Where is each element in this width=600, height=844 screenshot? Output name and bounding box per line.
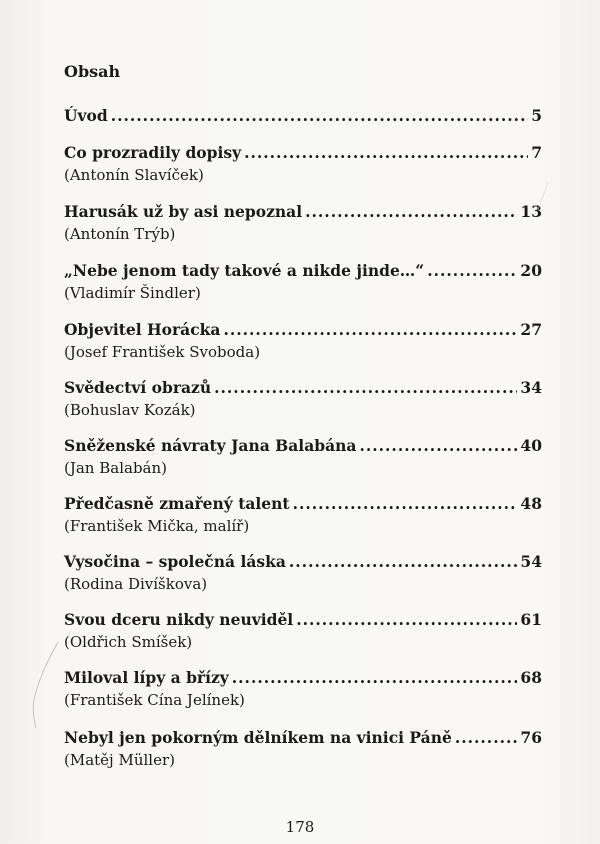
dot-leader	[455, 728, 518, 748]
dot-leader	[289, 552, 518, 572]
dot-leader	[427, 261, 517, 281]
toc-entry	[64, 106, 542, 126]
toc-entry	[64, 668, 542, 710]
toc-entry-title: Předčasně zmařený talent	[64, 494, 290, 513]
toc-entry-line	[64, 610, 542, 630]
toc-entry-author: (Antonín Slavíček)	[64, 166, 204, 184]
dot-leader	[214, 378, 517, 398]
toc-entry-line	[64, 436, 542, 456]
toc-entry-author: (Oldřich Smíšek)	[64, 633, 193, 651]
toc-entry-title: Objevitel Horácka	[64, 320, 221, 339]
toc-entry-page: 5	[531, 106, 542, 125]
toc-entry	[64, 378, 542, 420]
toc-entry-page: 68	[520, 668, 542, 687]
dot-leader	[111, 106, 529, 126]
toc-entry	[64, 143, 542, 185]
toc-entry-title: Úvod	[64, 106, 108, 125]
toc-entry-page: 20	[520, 261, 542, 280]
toc-entry-title: Harusák už by asi nepoznal	[64, 202, 303, 221]
toc-entry-line	[64, 494, 542, 514]
dot-leader	[296, 610, 517, 630]
toc-entry-line	[64, 202, 542, 222]
toc-entry-author: (Antonín Trýb)	[64, 225, 176, 243]
toc-entry	[64, 261, 542, 303]
toc-entry-author: (Rodina Divíškova)	[64, 575, 208, 593]
toc-entry-title: „Nebe jenom tady takové a nikde jinde…“	[64, 261, 425, 280]
toc-entry-line	[64, 143, 542, 163]
toc-entry-title: Miloval lípy a břízy	[64, 668, 229, 687]
toc-entry	[64, 436, 542, 478]
toc-entry-line	[64, 668, 542, 688]
toc-entry-line	[64, 261, 542, 281]
toc-entry-line	[64, 552, 542, 572]
toc-entry-page: 13	[520, 202, 542, 221]
toc-entry-author: (Bohuslav Kozák)	[64, 401, 196, 419]
dot-leader	[223, 320, 517, 340]
toc-entry-title: Nebyl jen pokorným dělníkem na vinici Páně	[64, 728, 452, 747]
toc-entry	[64, 320, 542, 362]
toc-entry-page: 48	[520, 494, 542, 513]
toc-entry-page: 7	[531, 143, 542, 162]
toc-entry-author: (František Mička, malíř)	[64, 517, 250, 535]
toc-entry-title: Svou dceru nikdy neuviděl	[64, 610, 294, 629]
dot-leader	[293, 494, 518, 514]
toc-entry	[64, 552, 542, 594]
toc-entry-page: 76	[520, 728, 542, 747]
toc-entry-line	[64, 106, 542, 126]
toc-entry-author: (František Cína Jelínek)	[64, 691, 245, 709]
toc-entry	[64, 202, 542, 244]
toc-entry-author: (Vladimír Šindler)	[64, 284, 201, 302]
toc-entry	[64, 494, 542, 536]
contents-heading: Obsah	[64, 62, 121, 81]
toc-entry-line	[64, 320, 542, 340]
toc-entry-author: (Josef František Svoboda)	[64, 343, 261, 361]
toc-entry-author: (Matěj Müller)	[64, 751, 175, 769]
dot-leader	[232, 668, 518, 688]
toc-entry-title: Co prozradily dopisy	[64, 143, 242, 162]
page-number: 178	[285, 818, 315, 836]
toc-entry	[64, 610, 542, 652]
toc-entry-author: (Jan Balabán)	[64, 459, 168, 477]
dot-leader	[359, 436, 517, 456]
pencil-mark	[20, 640, 60, 730]
toc-entry-line	[64, 378, 542, 398]
toc-entry-page: 34	[520, 378, 542, 397]
toc-entry-title: Sněženské návraty Jana Balabána	[64, 436, 357, 455]
toc-entry-page: 40	[520, 436, 542, 455]
toc-entry-title: Svědectví obrazů	[64, 378, 212, 397]
toc-entry-page: 54	[520, 552, 542, 571]
toc-entry-page: 27	[520, 320, 542, 339]
dot-leader	[244, 143, 528, 163]
toc-entry-page: 61	[520, 610, 542, 629]
toc-entry	[64, 728, 542, 770]
toc-entry-line	[64, 728, 542, 748]
dot-leader	[305, 202, 517, 222]
toc-entry-title: Vysočina – společná láska	[64, 552, 286, 571]
